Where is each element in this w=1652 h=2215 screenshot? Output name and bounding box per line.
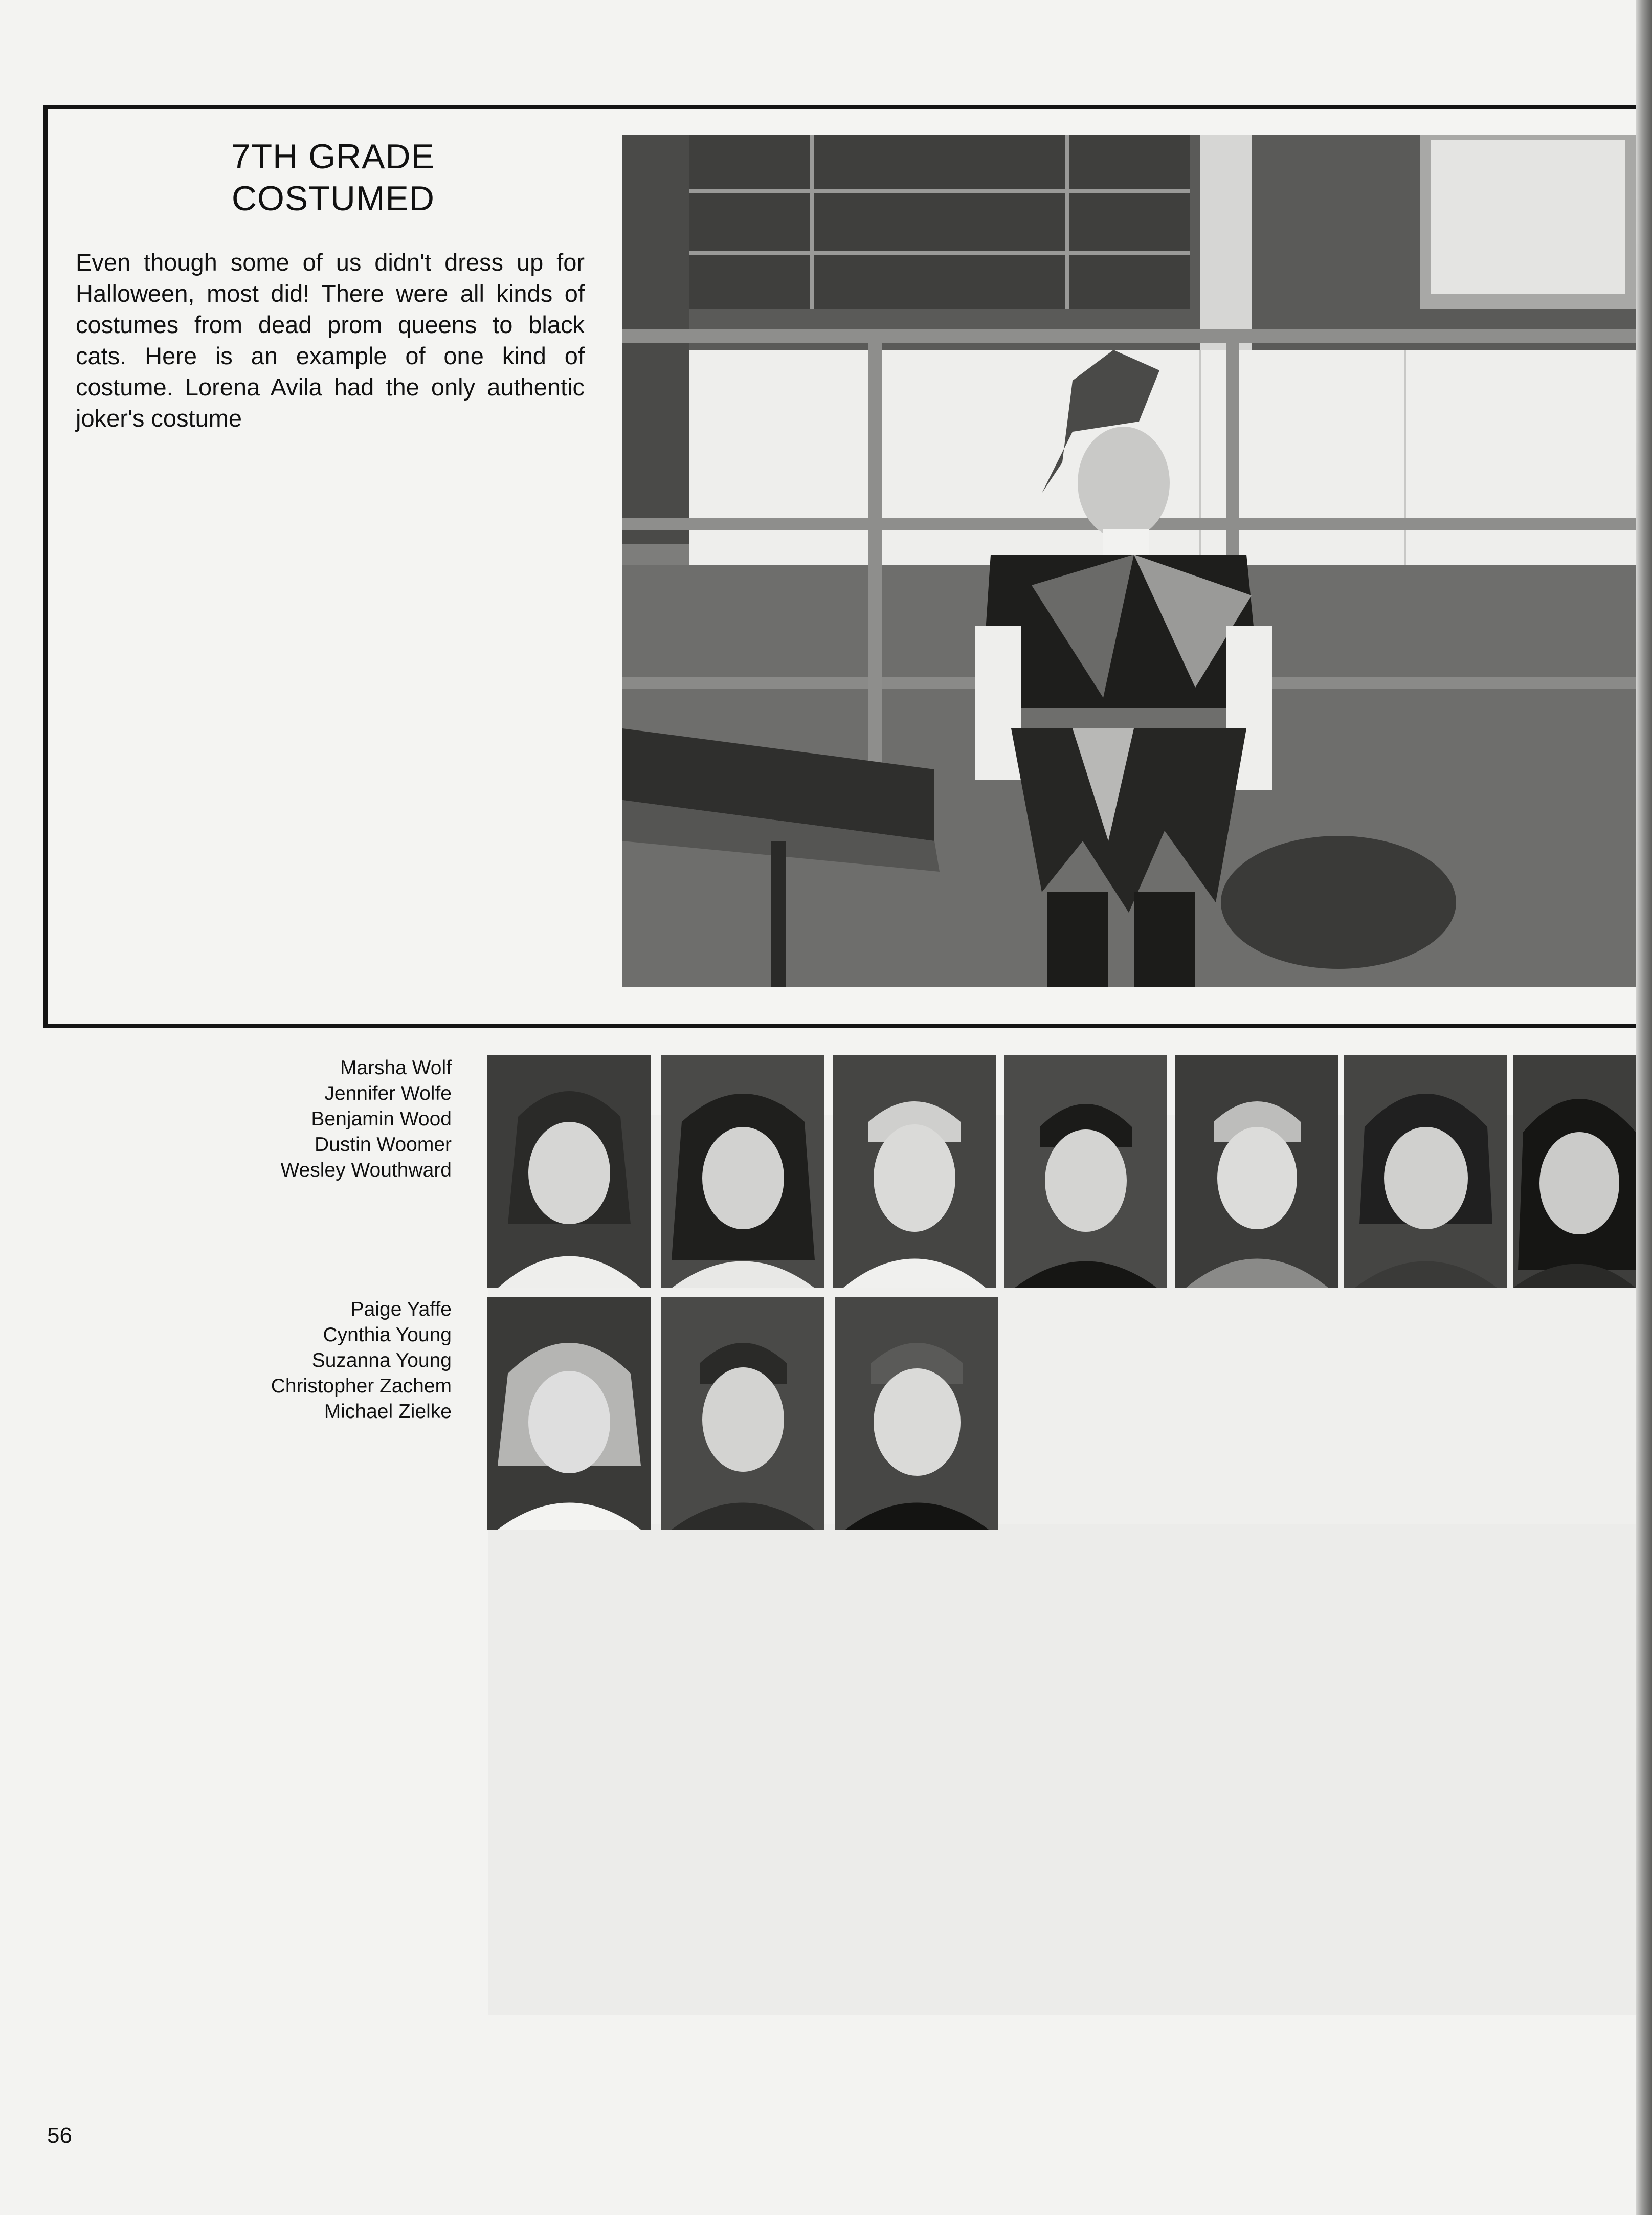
feature-caption: Even though some of us didn't dress up for Halloween, most did! There were all kinds of costumes from dead prom queens to black cats. Here is an example of one kind of costume. Lorena Avila had the only authentic joker's costume — [76, 249, 585, 432]
student-name: Christopher Zachem — [271, 1375, 452, 1397]
student-portrait — [835, 1297, 998, 1530]
student-portrait — [1175, 1055, 1338, 1288]
student-portrait — [487, 1297, 651, 1530]
student-portrait — [1004, 1055, 1167, 1288]
student-portrait — [833, 1055, 996, 1288]
name-list-row-2 — [94, 1297, 452, 1425]
binding-edge — [1636, 0, 1652, 2215]
student-portrait — [1344, 1055, 1507, 1288]
student-name: Wesley Wouthward — [280, 1159, 452, 1181]
feature-title-line-1: 7TH GRADE — [231, 137, 435, 176]
student-portrait — [661, 1055, 824, 1288]
show-through-area — [488, 1524, 1636, 2015]
student-name: Marsha Wolf — [340, 1057, 452, 1079]
student-name: Michael Zielke — [324, 1401, 452, 1423]
student-portrait — [487, 1055, 651, 1288]
student-name: Dustin Woomer — [314, 1134, 452, 1156]
page-number: 56 — [47, 2123, 72, 2148]
student-name: Benjamin Wood — [311, 1108, 452, 1130]
student-name: Suzanna Young — [311, 1349, 452, 1371]
student-name: Cynthia Young — [323, 1324, 452, 1346]
student-portrait — [1513, 1055, 1636, 1288]
student-portrait — [661, 1297, 824, 1530]
feature-title — [118, 136, 435, 219]
feature-photo — [622, 135, 1636, 987]
student-name: Paige Yaffe — [350, 1298, 452, 1320]
student-name: Jennifer Wolfe — [324, 1082, 452, 1104]
name-list-row-1 — [94, 1055, 452, 1183]
feature-title-line-2: COSTUMED — [231, 179, 435, 218]
